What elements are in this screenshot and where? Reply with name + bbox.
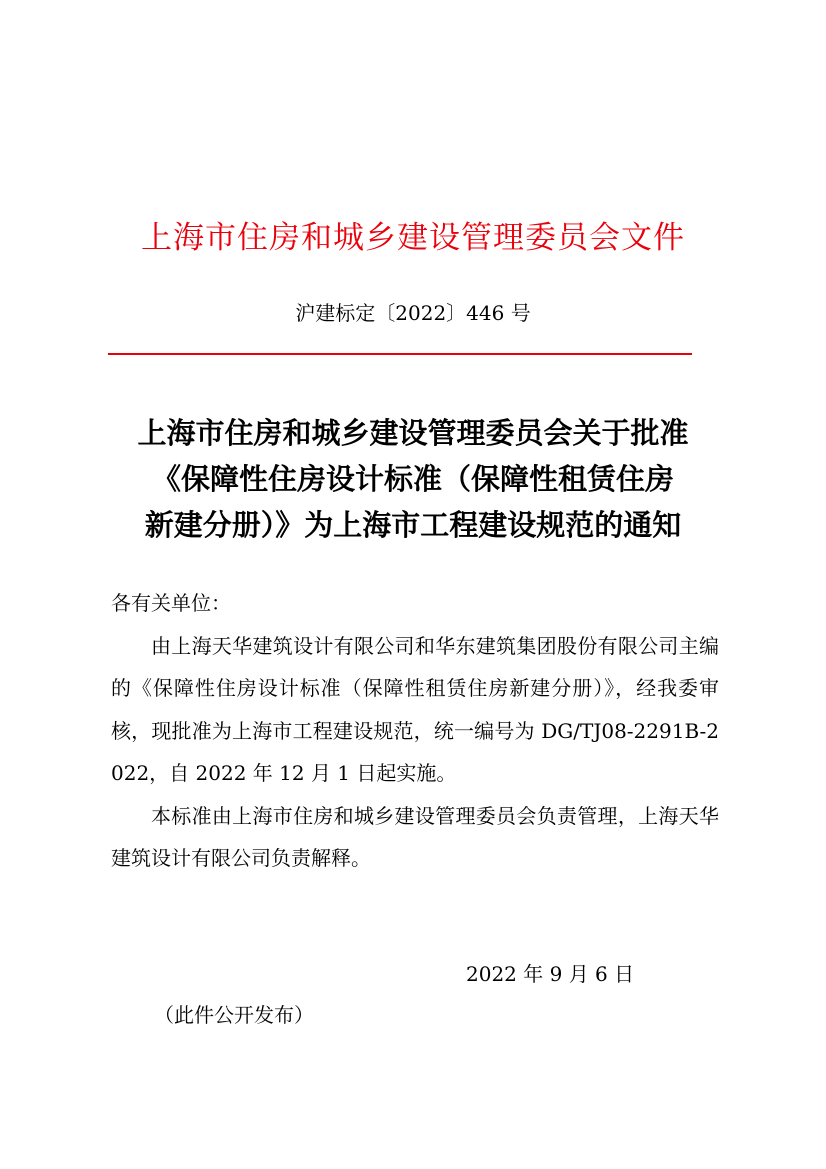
- document-issuer-header: 上海市住房和城乡建设管理委员会文件: [141, 220, 685, 256]
- notice-title-line-2: 《保障性住房设计标准（保障性租赁住房: [151, 462, 674, 496]
- body-paragraph-1: 由上海天华建筑设计有限公司和华东建筑集团股份有限公司主编的《保障性住房设计标准（保障性租赁住房新建分册）》，经我委审核，现批准为上海市工程建设规范，统一编号为 DG/TJ08-2291B-2022，自 2022 年 12 月 1 日起实施。: [111, 633, 719, 785]
- salutation: 各有关单位：: [111, 591, 231, 615]
- issue-date: 2022 年 9 月 6 日: [466, 962, 635, 986]
- notice-title: [100, 410, 726, 548]
- notice-title-line-1: 上海市住房和城乡建设管理委员会关于批准: [137, 416, 689, 450]
- notice-body: [111, 582, 719, 880]
- publish-note: （此件公开发布）: [154, 1003, 314, 1027]
- notice-title-line-3: 新建分册）》为上海市工程建设规范的通知: [144, 508, 682, 542]
- body-paragraph-2: 本标准由上海市住房和城乡建设管理委员会负责管理，上海天华建筑设计有限公司负责解释。: [111, 803, 719, 870]
- document-number: 沪建标定〔2022〕446 号: [295, 301, 531, 325]
- red-divider-line: [108, 353, 692, 355]
